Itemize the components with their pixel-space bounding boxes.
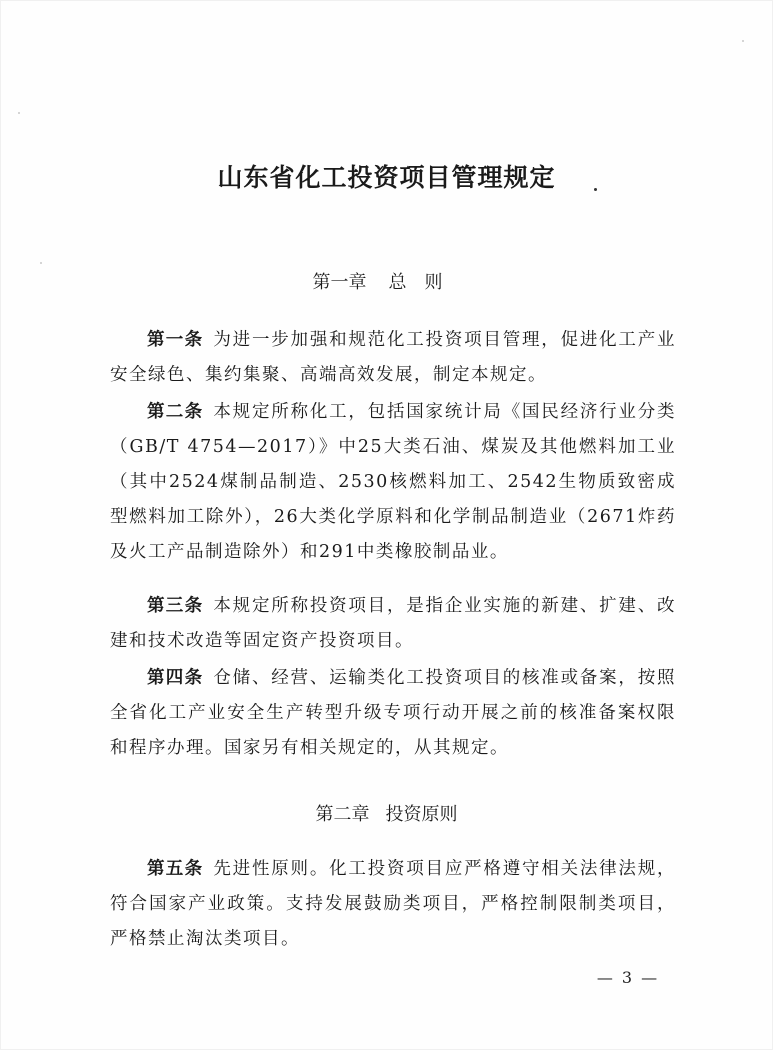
ink-dot — [594, 188, 597, 191]
chapter-name: 投资原则 — [385, 804, 458, 825]
chapter-number: 第一章 — [312, 272, 367, 293]
article-text: 本规定所称投资项目，是指企业实施的新建、扩建、改建和技术改造等固定资产投资项目。 — [110, 596, 677, 651]
article-label: 第二条 — [147, 402, 204, 422]
scan-speck — [18, 112, 20, 114]
article-3 — [110, 589, 676, 659]
article-1 — [110, 323, 676, 393]
article-2 — [110, 395, 676, 570]
article-label: 第四条 — [147, 668, 204, 688]
document-title: 山东省化工投资项目管理规定 — [217, 163, 556, 192]
article-label: 第五条 — [147, 859, 204, 879]
article-text: 仓储、经营、运输类化工投资项目的核准或备案，按照全省化工产业安全生产转型升级专项行动开展之前的核准备案权限和程序办理。国家另有相关规定的，从其规定。 — [110, 668, 677, 758]
chapter-heading-1 — [0, 268, 773, 294]
article-label: 第一条 — [147, 330, 204, 350]
chapter-name: 总则 — [388, 272, 461, 293]
chapter-number: 第二章 — [315, 804, 370, 825]
article-text: 本规定所称化工，包括国家统计局《国民经济行业分类（GB/T 4754—2017）》中25大类石油、煤炭及其他燃料加工业（其中2524煤制品制造、2530核燃料加工、2542生物质致密成型燃料加工除外），26大类化学原料和化学制品制造业（2671炸药及火工产品制造除外）和291中类橡胶制品业。 — [110, 402, 677, 562]
chapter-heading-2 — [0, 800, 773, 826]
page-number: — 3 — — [596, 968, 660, 987]
article-4 — [110, 661, 676, 766]
article-5 — [110, 852, 676, 957]
article-text: 为进一步加强和规范化工投资项目管理，促进化工产业安全绿色、集约集聚、高端高效发展，制定本规定。 — [110, 330, 677, 385]
scan-speck — [40, 262, 42, 264]
article-text: 先进性原则。化工投资项目应严格遵守相关法律法规，符合国家产业政策。支持发展鼓励类项目，严格控制限制类项目，严格禁止淘汰类项目。 — [110, 859, 677, 949]
scan-speck — [742, 40, 744, 42]
article-label: 第三条 — [147, 596, 204, 616]
